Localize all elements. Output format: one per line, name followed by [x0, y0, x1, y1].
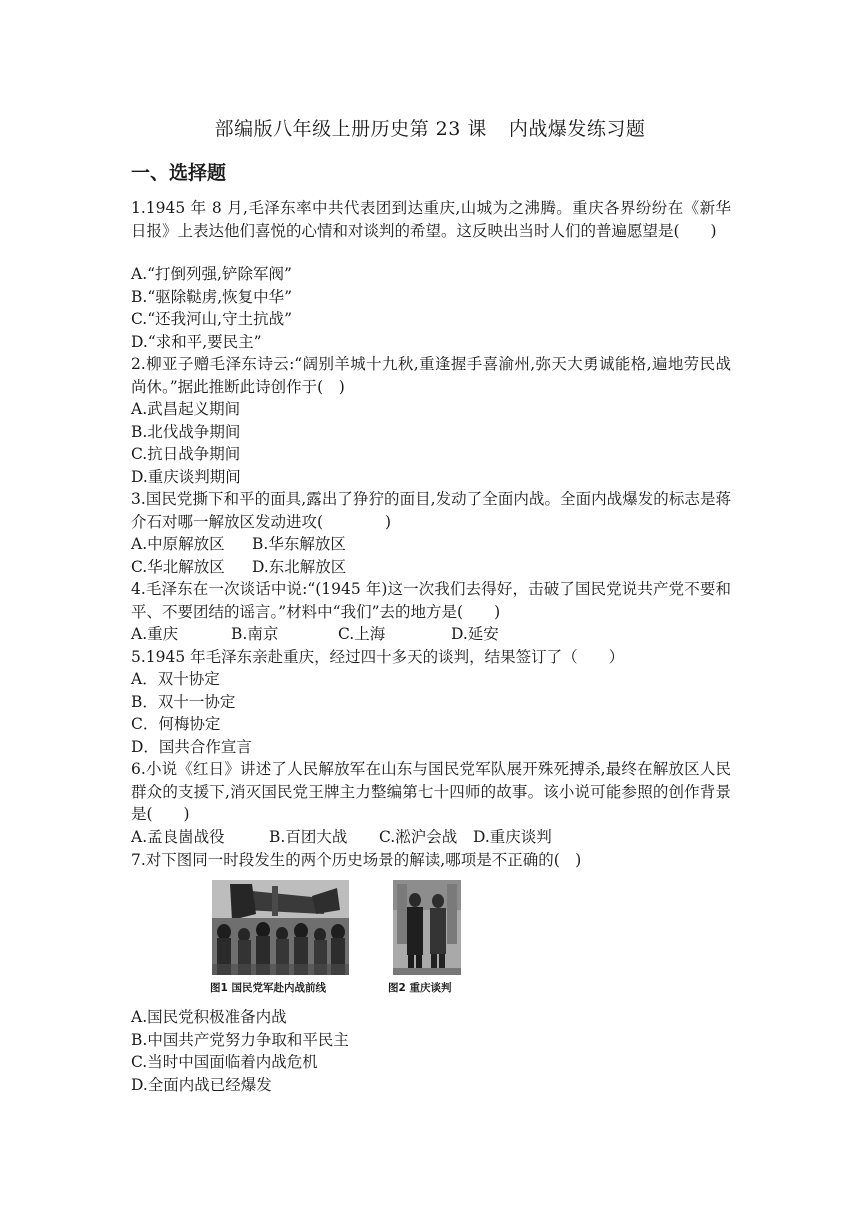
question-3-options-row-2: [131, 556, 346, 579]
question-4-option-b: B.南京: [231, 625, 279, 643]
question-5-stem: 5.1945 年毛泽东亲赴重庆，经过四十多天的谈判，结果签订了（ ）: [131, 648, 625, 666]
question-1-option-a: A.“打倒列强,铲除军阀”: [131, 265, 292, 283]
title-topic: 内战爆发练习题: [508, 118, 646, 140]
question-7-stem: 7.对下图同一时段发生的两个历史场景的解读,哪项是不正确的( ): [131, 851, 582, 869]
page-title: [0, 114, 860, 141]
question-5-option-a: A．双十协定: [131, 670, 220, 688]
question-6-option-a: A.孟良崮战役: [131, 828, 225, 846]
question-1-option-d: D.“求和平,要民主”: [131, 333, 262, 351]
section-heading: 一、选择题: [131, 162, 227, 184]
question-3-option-b: B.华东解放区: [252, 535, 346, 553]
question-3-stem: 3.国民党撕下和平的面具,露出了狰狞的面目,发动了全面内战。全面内战爆发的标志是蒋介石对哪一解放区发动进攻( ): [131, 490, 731, 531]
question-4-stem: 4.毛泽东在一次谈话中说:“(1945 年)这一次我们去得好，击破了国民党说共产党不要和平、不要团结的谣言。”材料中“我们”去的地方是( ): [131, 580, 731, 621]
title-lesson: 部编版八年级上册历史第 23 课: [214, 118, 487, 140]
question-6-option-b: B.百团大战: [269, 828, 348, 846]
question-4-option-c: C.上海: [338, 625, 386, 643]
question-3-option-a: A.中原解放区: [131, 535, 225, 553]
question-4-option-d: D.延安: [451, 625, 499, 643]
question-7-option-b: B.中国共产党努力争取和平民主: [131, 1031, 349, 1049]
question-1-option-b: B.“驱除鞑虏,恢复中华”: [131, 288, 293, 306]
question-2-option-c: C.抗日战争期间: [131, 445, 241, 463]
question-1-stem: 1.1945 年 8 月,毛泽东率中共代表团到达重庆,山城为之沸腾。重庆各界纷纷在《新华日报》上表达他们喜悦的心情和对谈判的希望。这反映出当时人们的普遍愿望是( ): [131, 199, 731, 240]
question-2-option-a: A.武昌起义期间: [131, 400, 241, 418]
figure-2-caption: 图2 重庆谈判: [388, 982, 452, 994]
question-6-option-d: D.重庆谈判: [473, 828, 552, 846]
question-4-options-row: [131, 623, 499, 646]
question-1-option-c: C.“还我河山,守土抗战”: [131, 310, 293, 328]
question-2-option-b: B.北伐战争期间: [131, 423, 241, 441]
question-2-stem: 2.柳亚子赠毛泽东诗云:“阔别羊城十九秋,重逢握手喜渝州,弥天大勇诚能格,遍地劳民战尚休。”据此推断此诗创作于( ): [131, 355, 731, 396]
question-7-option-a: A.国民党积极准备内战: [131, 1008, 287, 1026]
question-6-stem: 6.小说《红日》讲述了人民解放军在山东与国民党军队展开殊死搏杀,最终在解放区人民群众的支援下,消灭国民党王牌主力整编第七十四师的故事。该小说可能参照的创作背景是( ): [131, 760, 731, 824]
question-6-options-row: [131, 826, 552, 849]
chongqing-negotiation-photo: [393, 880, 461, 975]
troops-photo: [212, 880, 349, 975]
question-7-option-c: C.当时中国面临着内战危机: [131, 1053, 318, 1071]
question-6-option-c: C.淞沪会战: [379, 828, 458, 846]
question-3-options-row-1: [131, 533, 346, 556]
question-5-option-c: C．何梅协定: [131, 715, 221, 733]
question-3-option-c: C.华北解放区: [131, 558, 225, 576]
question-5-option-b: B．双十一协定: [131, 693, 236, 711]
question-5-option-d: D．国共合作宣言: [131, 738, 252, 756]
question-7-option-d: D.全面内战已经爆发: [131, 1076, 272, 1094]
question-2-option-d: D.重庆谈判期间: [131, 468, 241, 486]
question-4-option-a: A.重庆: [131, 625, 179, 643]
figure-1-caption: 图1 国民党军赴内战前线: [210, 982, 326, 994]
question-3-option-d: D.东北解放区: [252, 558, 347, 576]
